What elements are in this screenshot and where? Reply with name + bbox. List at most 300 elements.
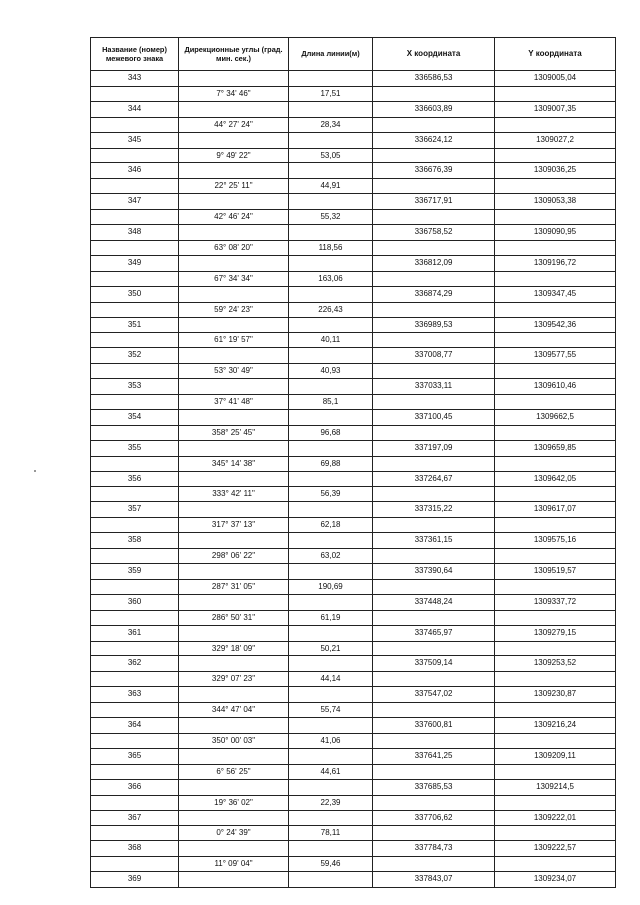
point-name: 348 bbox=[91, 225, 179, 241]
angle-empty bbox=[179, 564, 289, 580]
x-empty bbox=[373, 179, 495, 194]
name-empty bbox=[91, 795, 179, 810]
x-empty bbox=[373, 333, 495, 348]
point-y: 1309053,38 bbox=[495, 194, 616, 210]
segment-row bbox=[91, 86, 616, 101]
point-y: 1309577,55 bbox=[495, 348, 616, 364]
length-empty bbox=[289, 872, 373, 888]
length-empty bbox=[289, 718, 373, 734]
point-name: 346 bbox=[91, 163, 179, 179]
angle-empty bbox=[179, 625, 289, 641]
segment-row bbox=[91, 271, 616, 286]
segment-row bbox=[91, 210, 616, 225]
point-y: 1309659,85 bbox=[495, 440, 616, 456]
angle-empty bbox=[179, 379, 289, 395]
segment-row bbox=[91, 764, 616, 779]
point-name: 365 bbox=[91, 748, 179, 764]
point-x: 337547,02 bbox=[373, 687, 495, 703]
length-empty bbox=[289, 502, 373, 518]
name-empty bbox=[91, 456, 179, 471]
length-empty bbox=[289, 625, 373, 641]
point-x: 337465,97 bbox=[373, 625, 495, 641]
x-empty bbox=[373, 641, 495, 656]
point-name: 344 bbox=[91, 101, 179, 117]
x-empty bbox=[373, 364, 495, 379]
point-name: 351 bbox=[91, 317, 179, 333]
segment-length: 40,11 bbox=[289, 333, 373, 348]
point-row bbox=[91, 132, 616, 148]
x-empty bbox=[373, 456, 495, 471]
x-empty bbox=[373, 733, 495, 748]
length-empty bbox=[289, 101, 373, 117]
point-name: 352 bbox=[91, 348, 179, 364]
point-x: 337033,11 bbox=[373, 379, 495, 395]
point-x: 336603,89 bbox=[373, 101, 495, 117]
point-name: 359 bbox=[91, 564, 179, 580]
segment-length: 44,91 bbox=[289, 179, 373, 194]
length-empty bbox=[289, 440, 373, 456]
name-empty bbox=[91, 179, 179, 194]
name-empty bbox=[91, 364, 179, 379]
x-empty bbox=[373, 487, 495, 502]
point-row bbox=[91, 656, 616, 672]
name-empty bbox=[91, 86, 179, 101]
point-y: 1309519,57 bbox=[495, 564, 616, 580]
segment-length: 59,46 bbox=[289, 857, 373, 872]
angle-empty bbox=[179, 872, 289, 888]
name-empty bbox=[91, 857, 179, 872]
point-x: 337197,09 bbox=[373, 440, 495, 456]
angle-empty bbox=[179, 656, 289, 672]
point-name: 349 bbox=[91, 255, 179, 271]
y-empty bbox=[495, 703, 616, 718]
segment-angle: 63° 08' 20" bbox=[179, 240, 289, 255]
segment-row bbox=[91, 179, 616, 194]
x-empty bbox=[373, 271, 495, 286]
length-empty bbox=[289, 594, 373, 610]
y-empty bbox=[495, 610, 616, 625]
x-empty bbox=[373, 610, 495, 625]
point-y: 1309347,45 bbox=[495, 286, 616, 302]
y-empty bbox=[495, 425, 616, 440]
name-empty bbox=[91, 210, 179, 225]
angle-empty bbox=[179, 718, 289, 734]
name-empty bbox=[91, 826, 179, 841]
point-y: 1309337,72 bbox=[495, 594, 616, 610]
angle-empty bbox=[179, 286, 289, 302]
segment-row bbox=[91, 302, 616, 317]
name-empty bbox=[91, 395, 179, 410]
segment-row bbox=[91, 117, 616, 132]
segment-length: 41,06 bbox=[289, 733, 373, 748]
point-name: 345 bbox=[91, 132, 179, 148]
point-x: 337685,53 bbox=[373, 779, 495, 795]
y-empty bbox=[495, 641, 616, 656]
segment-row bbox=[91, 703, 616, 718]
point-row bbox=[91, 163, 616, 179]
point-y: 1309222,57 bbox=[495, 841, 616, 857]
point-y: 1309253,52 bbox=[495, 656, 616, 672]
x-empty bbox=[373, 795, 495, 810]
point-y: 1309209,11 bbox=[495, 748, 616, 764]
point-x: 337641,25 bbox=[373, 748, 495, 764]
point-x: 337315,22 bbox=[373, 502, 495, 518]
segment-angle: 358° 25' 45" bbox=[179, 425, 289, 440]
point-x: 336989,53 bbox=[373, 317, 495, 333]
length-empty bbox=[289, 225, 373, 241]
header-x: X координата bbox=[373, 38, 495, 71]
angle-empty bbox=[179, 533, 289, 549]
angle-empty bbox=[179, 317, 289, 333]
point-x: 337843,07 bbox=[373, 872, 495, 888]
segment-row bbox=[91, 364, 616, 379]
point-row bbox=[91, 779, 616, 795]
point-y: 1309642,05 bbox=[495, 471, 616, 487]
y-empty bbox=[495, 795, 616, 810]
y-empty bbox=[495, 826, 616, 841]
point-y: 1309027,2 bbox=[495, 132, 616, 148]
point-name: 360 bbox=[91, 594, 179, 610]
segment-length: 69,88 bbox=[289, 456, 373, 471]
point-x: 336812,09 bbox=[373, 255, 495, 271]
point-y: 1309196,72 bbox=[495, 255, 616, 271]
point-row bbox=[91, 286, 616, 302]
x-empty bbox=[373, 672, 495, 687]
point-x: 336717,91 bbox=[373, 194, 495, 210]
point-x: 337361,15 bbox=[373, 533, 495, 549]
point-row bbox=[91, 872, 616, 888]
point-x: 336586,53 bbox=[373, 71, 495, 87]
point-row bbox=[91, 348, 616, 364]
point-name: 364 bbox=[91, 718, 179, 734]
point-name: 363 bbox=[91, 687, 179, 703]
segment-angle: 298° 06' 22" bbox=[179, 549, 289, 564]
name-empty bbox=[91, 764, 179, 779]
angle-empty bbox=[179, 409, 289, 425]
segment-row bbox=[91, 795, 616, 810]
segment-angle: 329° 18' 09" bbox=[179, 641, 289, 656]
segment-angle: 59° 24' 23" bbox=[179, 302, 289, 317]
length-empty bbox=[289, 779, 373, 795]
y-empty bbox=[495, 240, 616, 255]
segment-length: 22,39 bbox=[289, 795, 373, 810]
angle-empty bbox=[179, 471, 289, 487]
x-empty bbox=[373, 395, 495, 410]
point-y: 1309216,24 bbox=[495, 718, 616, 734]
length-empty bbox=[289, 194, 373, 210]
length-empty bbox=[289, 132, 373, 148]
segment-angle: 44° 27' 24" bbox=[179, 117, 289, 132]
y-empty bbox=[495, 518, 616, 533]
boundary-coordinates-table bbox=[90, 37, 616, 888]
point-name: 353 bbox=[91, 379, 179, 395]
angle-empty bbox=[179, 440, 289, 456]
x-empty bbox=[373, 302, 495, 317]
point-y: 1309222,01 bbox=[495, 810, 616, 826]
y-empty bbox=[495, 86, 616, 101]
segment-angle: 329° 07' 23" bbox=[179, 672, 289, 687]
angle-empty bbox=[179, 748, 289, 764]
x-empty bbox=[373, 86, 495, 101]
point-y: 1309542,36 bbox=[495, 317, 616, 333]
point-name: 347 bbox=[91, 194, 179, 210]
point-y: 1309230,87 bbox=[495, 687, 616, 703]
x-empty bbox=[373, 240, 495, 255]
point-name: 361 bbox=[91, 625, 179, 641]
segment-angle: 53° 30' 49" bbox=[179, 364, 289, 379]
point-row bbox=[91, 409, 616, 425]
segment-row bbox=[91, 240, 616, 255]
segment-length: 44,61 bbox=[289, 764, 373, 779]
header-length: Длина линии(м) bbox=[289, 38, 373, 71]
length-empty bbox=[289, 163, 373, 179]
y-empty bbox=[495, 733, 616, 748]
point-x: 336676,39 bbox=[373, 163, 495, 179]
segment-angle: 37° 41' 48" bbox=[179, 395, 289, 410]
segment-angle: 0° 24' 39" bbox=[179, 826, 289, 841]
segment-angle: 350° 00' 03" bbox=[179, 733, 289, 748]
point-name: 357 bbox=[91, 502, 179, 518]
y-empty bbox=[495, 764, 616, 779]
angle-empty bbox=[179, 810, 289, 826]
angle-empty bbox=[179, 594, 289, 610]
segment-angle: 11° 09' 04" bbox=[179, 857, 289, 872]
y-empty bbox=[495, 117, 616, 132]
x-empty bbox=[373, 703, 495, 718]
point-y: 1309007,35 bbox=[495, 101, 616, 117]
name-empty bbox=[91, 302, 179, 317]
point-x: 337784,73 bbox=[373, 841, 495, 857]
name-empty bbox=[91, 703, 179, 718]
header-angle: Дирекционные углы (град. мин. сек.) bbox=[179, 38, 289, 71]
segment-angle: 61° 19' 57" bbox=[179, 333, 289, 348]
segment-length: 118,56 bbox=[289, 240, 373, 255]
header-row bbox=[91, 38, 616, 71]
point-y: 1309610,46 bbox=[495, 379, 616, 395]
segment-angle: 7° 34' 46" bbox=[179, 86, 289, 101]
length-empty bbox=[289, 255, 373, 271]
length-empty bbox=[289, 286, 373, 302]
angle-empty bbox=[179, 163, 289, 179]
segment-length: 56,39 bbox=[289, 487, 373, 502]
y-empty bbox=[495, 672, 616, 687]
point-y: 1309279,15 bbox=[495, 625, 616, 641]
point-row bbox=[91, 71, 616, 87]
point-name: 356 bbox=[91, 471, 179, 487]
point-y: 1309214,5 bbox=[495, 779, 616, 795]
y-empty bbox=[495, 333, 616, 348]
segment-length: 55,32 bbox=[289, 210, 373, 225]
segment-length: 28,34 bbox=[289, 117, 373, 132]
y-empty bbox=[495, 148, 616, 163]
point-row bbox=[91, 810, 616, 826]
segment-row bbox=[91, 826, 616, 841]
segment-row bbox=[91, 610, 616, 625]
segment-length: 190,69 bbox=[289, 579, 373, 594]
segment-angle: 286° 50' 31" bbox=[179, 610, 289, 625]
y-empty bbox=[495, 857, 616, 872]
name-empty bbox=[91, 271, 179, 286]
y-empty bbox=[495, 179, 616, 194]
segment-length: 85,1 bbox=[289, 395, 373, 410]
point-name: 367 bbox=[91, 810, 179, 826]
segment-angle: 6° 56' 25" bbox=[179, 764, 289, 779]
segment-row bbox=[91, 549, 616, 564]
length-empty bbox=[289, 379, 373, 395]
point-x: 337264,67 bbox=[373, 471, 495, 487]
segment-row bbox=[91, 333, 616, 348]
segment-length: 50,21 bbox=[289, 641, 373, 656]
angle-empty bbox=[179, 348, 289, 364]
segment-angle: 317° 37' 13" bbox=[179, 518, 289, 533]
name-empty bbox=[91, 148, 179, 163]
segment-angle: 19° 36' 02" bbox=[179, 795, 289, 810]
angle-empty bbox=[179, 255, 289, 271]
point-name: 368 bbox=[91, 841, 179, 857]
point-name: 358 bbox=[91, 533, 179, 549]
segment-length: 78,11 bbox=[289, 826, 373, 841]
segment-length: 55,74 bbox=[289, 703, 373, 718]
point-x: 336874,29 bbox=[373, 286, 495, 302]
y-empty bbox=[495, 302, 616, 317]
angle-empty bbox=[179, 841, 289, 857]
angle-empty bbox=[179, 194, 289, 210]
angle-empty bbox=[179, 132, 289, 148]
point-x: 337390,64 bbox=[373, 564, 495, 580]
name-empty bbox=[91, 641, 179, 656]
point-name: 369 bbox=[91, 872, 179, 888]
point-row bbox=[91, 225, 616, 241]
point-x: 337448,24 bbox=[373, 594, 495, 610]
point-name: 366 bbox=[91, 779, 179, 795]
y-empty bbox=[495, 210, 616, 225]
length-empty bbox=[289, 687, 373, 703]
segment-length: 96,68 bbox=[289, 425, 373, 440]
point-x: 336624,12 bbox=[373, 132, 495, 148]
point-y: 1309090,95 bbox=[495, 225, 616, 241]
point-row bbox=[91, 440, 616, 456]
length-empty bbox=[289, 656, 373, 672]
point-name: 350 bbox=[91, 286, 179, 302]
name-empty bbox=[91, 733, 179, 748]
point-x: 337509,14 bbox=[373, 656, 495, 672]
point-y: 1309575,16 bbox=[495, 533, 616, 549]
point-row bbox=[91, 101, 616, 117]
y-empty bbox=[495, 487, 616, 502]
angle-empty bbox=[179, 502, 289, 518]
point-row bbox=[91, 625, 616, 641]
length-empty bbox=[289, 71, 373, 87]
segment-length: 62,18 bbox=[289, 518, 373, 533]
point-row bbox=[91, 748, 616, 764]
x-empty bbox=[373, 425, 495, 440]
segment-row bbox=[91, 487, 616, 502]
segment-row bbox=[91, 395, 616, 410]
x-empty bbox=[373, 579, 495, 594]
point-row bbox=[91, 471, 616, 487]
length-empty bbox=[289, 317, 373, 333]
point-name: 362 bbox=[91, 656, 179, 672]
length-empty bbox=[289, 564, 373, 580]
header-y: Y координата bbox=[495, 38, 616, 71]
point-row bbox=[91, 841, 616, 857]
angle-empty bbox=[179, 687, 289, 703]
segment-angle: 344° 47' 04" bbox=[179, 703, 289, 718]
scan-speck bbox=[34, 470, 36, 472]
point-row bbox=[91, 317, 616, 333]
angle-empty bbox=[179, 71, 289, 87]
name-empty bbox=[91, 117, 179, 132]
x-empty bbox=[373, 210, 495, 225]
point-y: 1309036,25 bbox=[495, 163, 616, 179]
point-row bbox=[91, 379, 616, 395]
point-row bbox=[91, 594, 616, 610]
segment-row bbox=[91, 672, 616, 687]
length-empty bbox=[289, 409, 373, 425]
name-empty bbox=[91, 518, 179, 533]
segment-row bbox=[91, 579, 616, 594]
y-empty bbox=[495, 579, 616, 594]
length-empty bbox=[289, 533, 373, 549]
x-empty bbox=[373, 518, 495, 533]
name-empty bbox=[91, 240, 179, 255]
segment-row bbox=[91, 857, 616, 872]
name-empty bbox=[91, 549, 179, 564]
segment-row bbox=[91, 456, 616, 471]
coordinate-table-page bbox=[90, 37, 615, 884]
point-name: 354 bbox=[91, 409, 179, 425]
segment-row bbox=[91, 641, 616, 656]
y-empty bbox=[495, 395, 616, 410]
segment-angle: 22° 25' 11" bbox=[179, 179, 289, 194]
name-empty bbox=[91, 672, 179, 687]
point-x: 337706,62 bbox=[373, 810, 495, 826]
segment-angle: 287° 31' 05" bbox=[179, 579, 289, 594]
point-y: 1309234,07 bbox=[495, 872, 616, 888]
segment-length: 163,06 bbox=[289, 271, 373, 286]
y-empty bbox=[495, 271, 616, 286]
name-empty bbox=[91, 579, 179, 594]
segment-length: 40,93 bbox=[289, 364, 373, 379]
angle-empty bbox=[179, 225, 289, 241]
x-empty bbox=[373, 549, 495, 564]
length-empty bbox=[289, 748, 373, 764]
segment-length: 61,19 bbox=[289, 610, 373, 625]
point-name: 343 bbox=[91, 71, 179, 87]
segment-angle: 42° 46' 24" bbox=[179, 210, 289, 225]
point-x: 337100,45 bbox=[373, 409, 495, 425]
point-y: 1309005,04 bbox=[495, 71, 616, 87]
point-y: 1309617,07 bbox=[495, 502, 616, 518]
x-empty bbox=[373, 117, 495, 132]
angle-empty bbox=[179, 779, 289, 795]
segment-length: 63,02 bbox=[289, 549, 373, 564]
segment-row bbox=[91, 518, 616, 533]
point-row bbox=[91, 502, 616, 518]
point-x: 337008,77 bbox=[373, 348, 495, 364]
point-x: 336758,52 bbox=[373, 225, 495, 241]
segment-angle: 9° 49' 22" bbox=[179, 148, 289, 163]
segment-row bbox=[91, 425, 616, 440]
length-empty bbox=[289, 810, 373, 826]
header-name: Название (номер) межевого знака bbox=[91, 38, 179, 71]
point-row bbox=[91, 718, 616, 734]
point-row bbox=[91, 194, 616, 210]
point-row bbox=[91, 533, 616, 549]
point-row bbox=[91, 687, 616, 703]
x-empty bbox=[373, 148, 495, 163]
y-empty bbox=[495, 364, 616, 379]
